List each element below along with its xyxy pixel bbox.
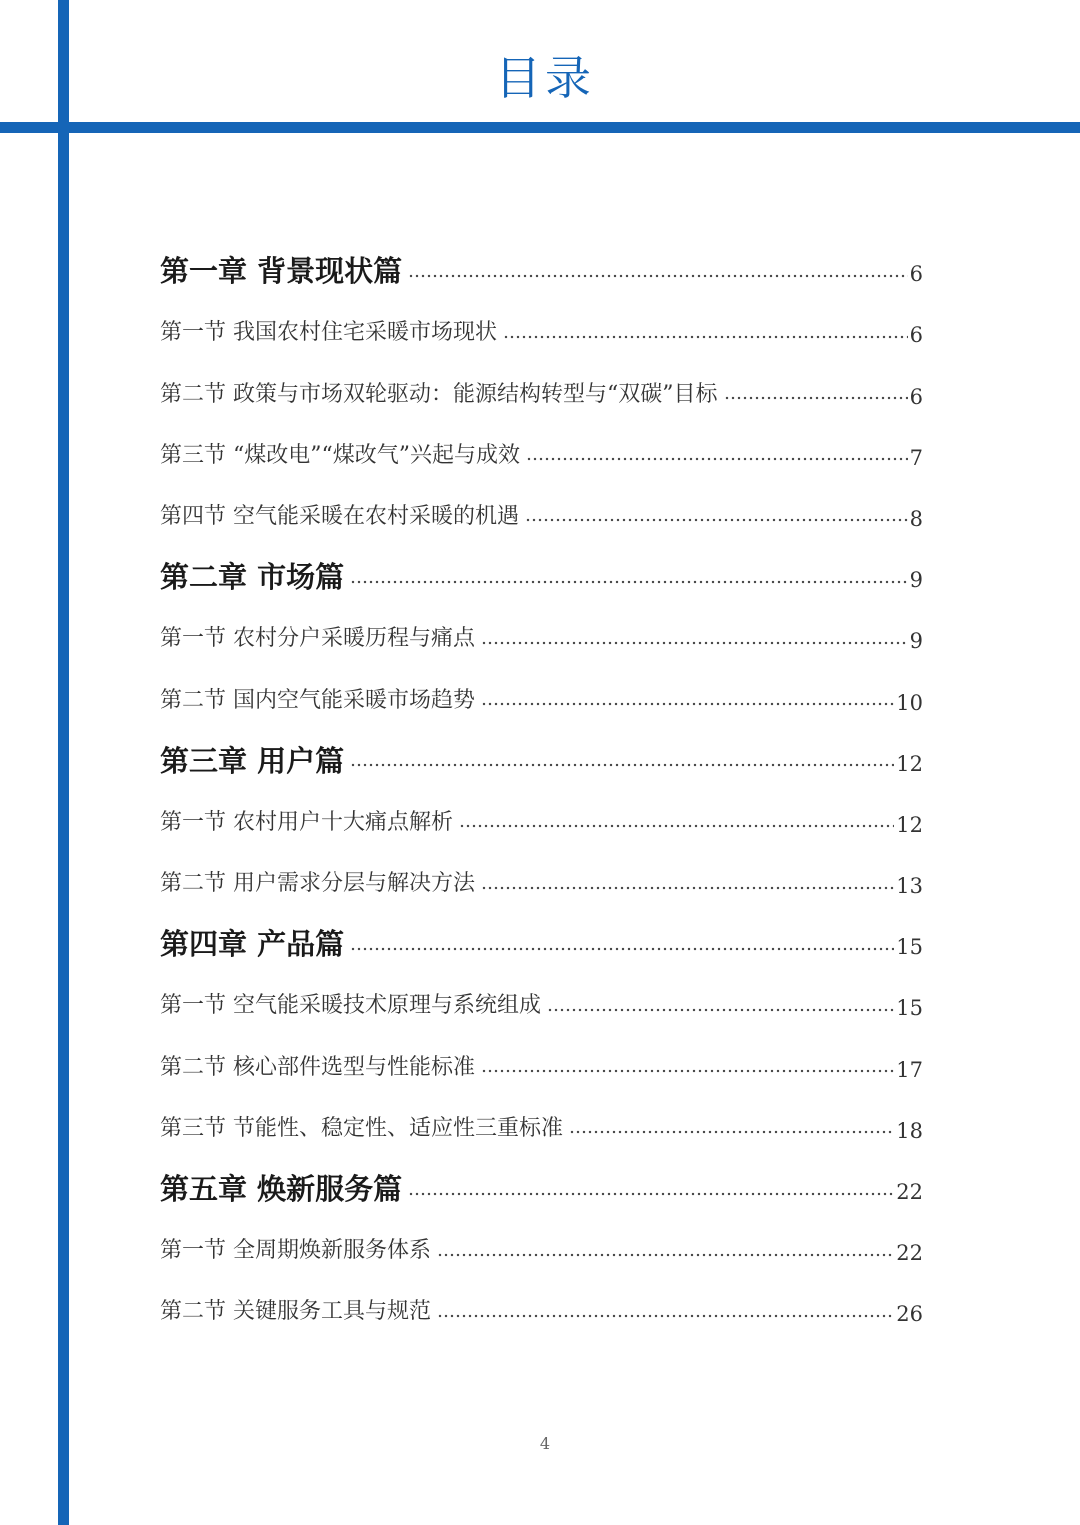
toc-entry-page: 7 <box>909 445 923 470</box>
toc-section-entry[interactable] <box>160 1270 923 1331</box>
toc-dot-leader <box>526 455 908 464</box>
toc-entry-label: 第一节 空气能采暖技术原理与系统组成 <box>160 993 541 1019</box>
toc-dot-leader <box>503 332 908 341</box>
toc-entry-page: 10 <box>896 690 923 715</box>
toc-entry-label: 第二节 国内空气能采暖市场趋势 <box>160 687 475 713</box>
toc-entry-page: 6 <box>909 262 923 287</box>
page-title: 目录 <box>495 51 595 105</box>
toc-dot-leader <box>350 761 894 770</box>
toc-dot-leader <box>481 1067 894 1076</box>
toc-entry-label: 第一节 全周期焕新服务体系 <box>160 1238 431 1264</box>
toc-entry-label: 第一节 农村分户采暖历程与痛点 <box>160 626 475 652</box>
toc-dot-leader <box>408 1189 894 1198</box>
toc-entry-label: 第三节 节能性、稳定性、适应性三重标准 <box>160 1115 563 1141</box>
toc-section-entry[interactable] <box>160 414 923 475</box>
page-number: 4 <box>539 1434 551 1453</box>
toc-entry-label: 第四节 空气能采暖在农村采暖的机遇 <box>160 503 519 529</box>
toc-dot-leader <box>525 516 908 525</box>
toc-section-entry[interactable] <box>160 658 923 719</box>
toc-entry-label: 第二节 关键服务工具与规范 <box>160 1299 431 1325</box>
toc-section-entry[interactable] <box>160 842 923 903</box>
toc-entry-label: 第四章 产品篇 <box>160 927 345 962</box>
toc-dot-leader <box>481 700 894 709</box>
toc-dot-leader <box>437 1311 894 1320</box>
toc-dot-leader <box>569 1128 894 1137</box>
toc-entry-page: 9 <box>909 629 923 654</box>
toc-section-entry[interactable] <box>160 1209 923 1270</box>
toc-section-entry[interactable] <box>160 291 923 352</box>
toc-entry-page: 9 <box>909 568 923 593</box>
toc-section-entry[interactable] <box>160 1087 923 1148</box>
toc-entry-label: 第二节 核心部件选型与性能标准 <box>160 1054 475 1080</box>
left-accent-bar <box>58 0 69 1525</box>
toc-entry-page: 15 <box>896 935 923 960</box>
toc-dot-leader <box>481 883 894 892</box>
toc-section-entry[interactable] <box>160 964 923 1025</box>
toc-entry-label: 第一章 背景现状篇 <box>160 254 403 289</box>
toc-entry-page: 22 <box>896 1180 923 1204</box>
toc-chapter-entry[interactable] <box>160 230 923 291</box>
toc-chapter-entry[interactable] <box>160 536 923 597</box>
toc-section-entry[interactable] <box>160 1025 923 1086</box>
toc-entry-page: 13 <box>896 874 923 899</box>
toc-entry-page: 12 <box>896 751 923 776</box>
toc-dot-leader <box>724 394 908 403</box>
toc-entry-label: 第一节 农村用户十大痛点解析 <box>160 809 453 835</box>
toc-section-entry[interactable] <box>160 352 923 413</box>
table-of-contents <box>160 230 923 1331</box>
toc-entry-page: 26 <box>896 1302 923 1327</box>
toc-dot-leader <box>350 944 894 953</box>
toc-entry-label: 第二章 市场篇 <box>160 560 345 595</box>
toc-entry-label: 第五章 焕新服务篇 <box>160 1172 403 1206</box>
toc-dot-leader <box>408 271 908 280</box>
toc-entry-label: 第三节 “煤改电”“煤改气”兴起与成效 <box>160 442 520 468</box>
toc-dot-leader <box>547 1005 894 1014</box>
toc-entry-page: 6 <box>909 384 923 409</box>
toc-dot-leader <box>459 822 894 831</box>
toc-section-entry[interactable] <box>160 781 923 842</box>
toc-entry-label: 第二节 用户需求分层与解决方法 <box>160 871 475 897</box>
toc-entry-label: 第二节 政策与市场双轮驱动：能源结构转型与“双碳”目标 <box>160 381 718 407</box>
toc-entry-page: 8 <box>909 506 923 531</box>
toc-dot-leader <box>437 1250 894 1259</box>
toc-section-entry[interactable] <box>160 475 923 536</box>
toc-entry-page: 6 <box>909 323 923 348</box>
toc-entry-page: 12 <box>896 812 923 837</box>
toc-entry-page: 22 <box>896 1241 923 1266</box>
toc-chapter-entry[interactable] <box>160 1148 923 1209</box>
toc-dot-leader <box>350 577 908 586</box>
toc-entry-page: 18 <box>896 1118 923 1143</box>
toc-section-entry[interactable] <box>160 597 923 658</box>
toc-chapter-entry[interactable] <box>160 720 923 781</box>
toc-chapter-entry[interactable] <box>160 903 923 964</box>
toc-entry-page: 15 <box>896 996 923 1021</box>
header-accent-bar <box>0 122 1080 133</box>
toc-entry-label: 第三章 用户篇 <box>160 743 345 778</box>
toc-entry-label: 第一节 我国农村住宅采暖市场现状 <box>160 320 497 346</box>
toc-dot-leader <box>481 638 908 647</box>
toc-entry-page: 17 <box>896 1057 923 1082</box>
